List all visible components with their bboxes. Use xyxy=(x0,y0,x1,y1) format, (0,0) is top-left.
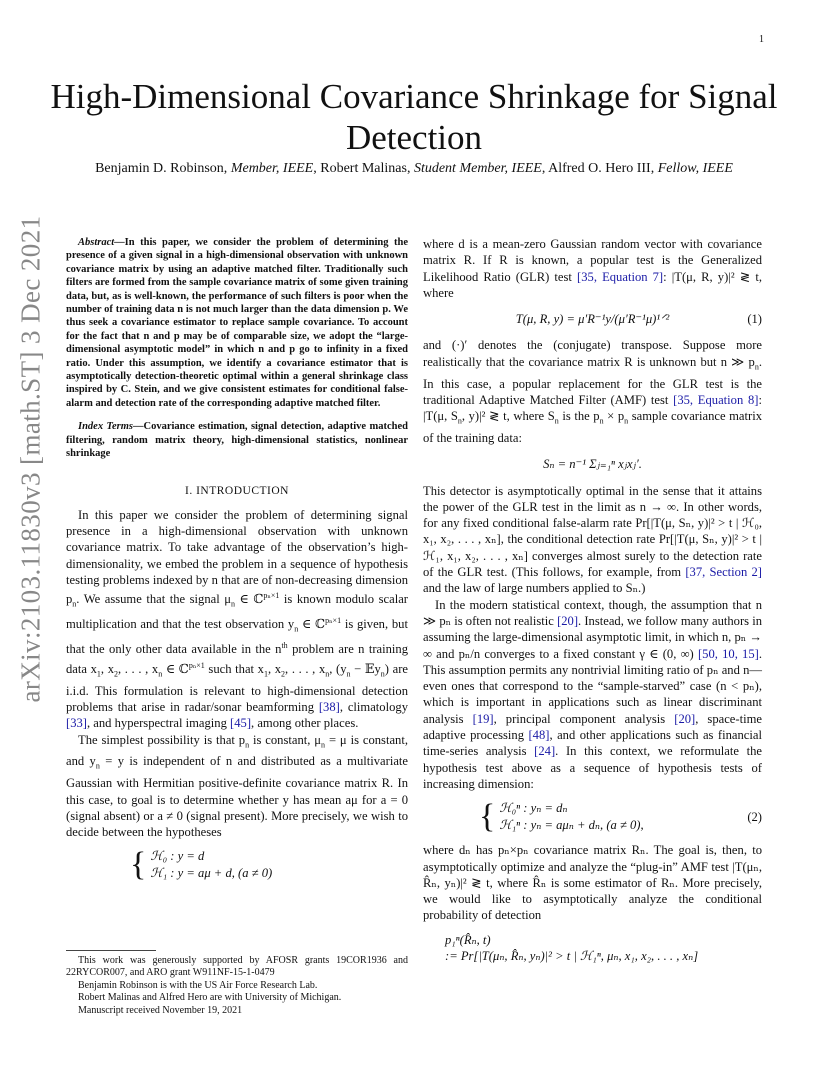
footnote-affiliation-1: Benjamin Robinson is with the US Air Force Research Lab. xyxy=(78,979,318,991)
text-run: . Instead, we follow many authors in assuming the large-dimensional asymptotic limit, in which n, pₙ → ∞ and pₙ/n converges to a fixed constant γ ∈ (0, ∞) xyxy=(423,613,763,661)
index-terms-label: Index Terms xyxy=(78,421,133,433)
citation-link[interactable]: [50, 10, 15] xyxy=(697,646,759,661)
abstract-label: Abstract xyxy=(78,237,115,248)
text-run: . We assume that the signal μ xyxy=(76,592,231,607)
citation-link[interactable]: [45] xyxy=(230,716,252,731)
citation-link[interactable]: [24] xyxy=(534,744,556,759)
footnote-affiliation-2: Robert Malinas and Alfred Hero are with University of Michigan. xyxy=(78,992,342,1004)
left-brace: { xyxy=(130,846,147,884)
citation-link[interactable]: [48] xyxy=(528,728,550,743)
text-run: is constant, μ xyxy=(249,732,322,747)
author-2-role: Student Member, IEEE xyxy=(413,161,542,176)
author-3: , Alfred O. Hero III, xyxy=(541,161,655,176)
text-run: ) are i.i.d. This formulation is relevant to high-dimensional detection problems that arise in radar/sonar beamforming xyxy=(66,661,408,715)
text-run: . In this context, we reformulate the hypothesis test above as a sequence of hypothesis tests of increasing dimension: xyxy=(423,744,763,791)
equation-3-line-1: p₁ⁿ(R̂ₙ, t) xyxy=(445,932,491,947)
intro-paragraph-2: The simplest possibility is that $p_n$ is constant, $\mu_n = \mu$ is constant, and $y_n = y$ is independent of n and distributed as a multivariate Gaussian with Hermitian positive-definite covariance matrix R. In this case, to goal is to determine whether y has mean aμ for a = 0 (signal absent) or a ≠ 0 (signal present). More precisely, we wish to decide between the hypotheses xyxy=(66,732,408,840)
text-run: In the modern statistical context, though, the assumption that n ≫ pₙ is often not realistic xyxy=(423,597,762,628)
text-run: The simplest possibility is that p xyxy=(78,732,246,747)
page-number: 1 xyxy=(759,34,764,45)
text-run: is the p xyxy=(558,409,600,424)
text-run: , and hyperspectral imaging xyxy=(86,716,231,731)
text-run: , . . . , x xyxy=(117,661,159,676)
author-line xyxy=(40,161,788,177)
equation-1-number: (1) xyxy=(747,312,762,327)
footnote-funding: This work was generously supported by AFOSR grants 19COR1936 and 22RYCOR007, and ARO grant W911NF-15-1-0479 xyxy=(66,955,408,979)
text-run: . In this case, a popular replacement for the GLR test is the traditional Adaptive Matched Filter (AMF) test xyxy=(423,354,762,407)
equation-2-number: (2) xyxy=(747,810,762,825)
index-terms xyxy=(66,420,408,460)
text-run: problem are n training data x xyxy=(66,642,408,676)
text-run: = y is independent of n and distributed as a multivariate Gaussian with Hermitian positive-definite covariance matrix R. In this case, to goal is to determine whether y has mean aμ for a = 0 (signal absent) or a ≠ 0 (signal present). More precisely, we wish to decide between the hypotheses xyxy=(66,754,408,840)
text-run: ∈ ℂ xyxy=(162,661,189,676)
hypotheses-n-equation xyxy=(479,800,762,834)
intro-paragraph-1: In this paper we consider the problem of determining signal presence in a high-dimensional observation with unknown covariance matrix. To take advantage of the observation’s high-dimensionality, we embed the problem in a sequence of hypothesis testing problems indexed by n that are of non-decreasing dimension $p_n$. We assume that the signal $\mu_n$ ∈ ℂ$^{p_n\times 1}$ is known modulo scalar multiplication and that the test observation $y_n$ ∈ ℂ$^{p_n\times 1}$ is given, but that the only other data available in the $n^{th}$ problem are n training data $x_1$, $x_2$, . . . , $x_n$ ∈ ℂ$^{p_n\times 1}$ such that $x_1$, $x_2$, . . . , $x_n$, ($y_n$ − 𝔼y$_n$) are i.i.d. This formulation is relevant to high-dimensional detection problems that arise in radar/sonar beamforming [38], climatology [33], and hyperspectral imaging [45], among other places. xyxy=(66,507,408,731)
index-terms-text: —Covariance estimation, signal detection, adaptive matched filtering, random matrix theory, high-dimensional statistics, nonlinear shrinkage xyxy=(66,421,408,460)
text-run: . This assumption permits any nontrivial limiting ratio of pₙ and n—even ones that correspond to the “sample-starved” case (n < pₙ), which is important in applications such as linear discriminant analysis xyxy=(423,646,762,726)
right-column xyxy=(423,236,762,964)
text-run: is given, but that the only other data available in the n xyxy=(66,617,408,657)
footnote xyxy=(66,950,408,1017)
equation-3 xyxy=(445,932,762,965)
right-paragraph-5: where dₙ has pₙ×pₙ covariance matrix Rₙ. The goal is, then, to asymptotically optimize and analyze the “plug-in” AMF test |T(μₙ, R̂ₙ, yₙ)|² ≷ t, where R̂ₙ is some estimator of Rₙ. More precisely, we would like to asymptotically analyze the conditional probability of detection xyxy=(423,843,762,923)
text-run: , . . . , x xyxy=(285,661,326,676)
citation-link[interactable]: [35, Equation 7] xyxy=(577,269,664,284)
right-paragraph-1 xyxy=(423,236,762,301)
hypotheses-equation xyxy=(130,848,408,882)
equation-1-body: T(μ, R, y) = μ′R⁻¹y/(μ′R⁻¹μ)¹ᐟ² xyxy=(515,312,670,327)
text-run: : |T(μ, R, y)|² ≷ t, where xyxy=(423,269,762,300)
hypotheses-lines xyxy=(150,848,272,882)
text-run: This detector is asymptotically optimal in the sense that it attains the power of the GLR test in the limit as n → ∞. In other words, for any fixed conditional false-alarm rate Pr[|T(μ, Sₙ, y)|² > t | ℋ₀, x₁, x₂, . . . , xₙ], the conditional detection rate Pr[|T(μ, Sₙ, y)|² > t | ℋ₁, x₁, x₂, . . . , xₙ] converges almost surely to the detection rate of the GLR test. (This follows, for example, from xyxy=(423,483,762,580)
text-run: , climatology xyxy=(339,700,408,715)
author-1: Benjamin D. Robinson, xyxy=(95,161,228,176)
text-run: , among other places. xyxy=(251,716,359,731)
citation-link[interactable]: [37, Section 2] xyxy=(685,565,763,580)
hypotheses-n-lines xyxy=(499,800,643,834)
footnote-rule xyxy=(66,950,156,951)
text-run: − 𝔼y xyxy=(350,661,381,676)
text-run: such that x xyxy=(204,661,264,676)
citation-link[interactable]: [20] xyxy=(674,711,696,726)
text-run: , principal component analysis xyxy=(493,711,675,726)
abstract-text: —In this paper, we consider the problem of determining the presence of a given signal in a high-dimensional observation with unknown covariance matrix by using an adaptive matched filter. Traditionally such filters are formed from the sample covariance matrix of some given training data, but, as is well-known, the performance of such filters is poor when the number of training data n is not much larger than the data dimension p. We thus seek a covariance estimator to replace sample covariance. To account for the fact that n and p may be of comparable size, we adopt the “large-dimensional asymptotic model” in which n and p go to infinity in a fixed ratio. Under this assumption, we identify a covariance estimator that is asymptotically detection-theoretic optimal within a general shrinkage class inspired by C. Stein, and we give consistent estimates for conditional false-alarm and detection rate of the corresponding adaptive matched filter. xyxy=(66,237,408,409)
text-run: In this paper we consider the problem of determining signal presence in a high-dimensional observation with unknown covariance matrix. To take advantage of the observation’s high-dimensionality, we embed the problem in a sequence of hypothesis testing problems indexed by n that are of non-decreasing dimension p xyxy=(66,507,408,607)
equation-sample-covariance: Sₙ = n⁻¹ Σⱼ₌₁ⁿ xⱼxⱼ′. xyxy=(543,457,642,472)
arxiv-identifier xyxy=(6,215,56,703)
text-run: , x xyxy=(267,661,282,676)
text-run: where d is a mean-zero Gaussian random vector with covariance matrix R. If R is known, a popular test is the Generalized Likelihood Ratio (GLR) test xyxy=(423,237,762,284)
paper-title: High-Dimensional Covariance Shrinkage for Signal Detection xyxy=(50,77,778,157)
text-run: × p xyxy=(603,409,625,424)
footnote-received: Manuscript received November 19, 2021 xyxy=(78,1004,243,1016)
text-run: is known modulo scalar multiplication and that the test observation y xyxy=(66,592,408,632)
hypothesis-1-n: ℋ₁ⁿ : yₙ = aμₙ + dₙ, (a ≠ 0), xyxy=(499,818,644,833)
citation-link[interactable]: [19] xyxy=(472,711,494,726)
hypothesis-0-n: ℋ₀ⁿ : yₙ = dₙ xyxy=(499,801,568,816)
text-run: , space-time adaptive processing xyxy=(423,711,762,743)
right-paragraph-2: and (·)′ denotes the (conjugate) transpose. Suppose more realistically that the covariance matrix R is unknown but n ≫ $p_n$. In this case, a popular replacement for the GLR test is the traditional Adaptive Matched Filter (AMF) test [35, Equation 8]: |T(μ, $S_n$, y)|² ≷ t, where $S_n$ is the $p_n \times p_n$ sample covariance matrix of the training data: xyxy=(423,338,763,445)
abstract xyxy=(66,236,408,410)
text-run: ∈ ℂ xyxy=(298,617,326,632)
right-paragraph-4 xyxy=(423,597,762,793)
left-brace: { xyxy=(479,798,496,836)
equation-1 xyxy=(423,311,762,327)
text-run: : |T(μ, S xyxy=(423,392,762,424)
citation-link[interactable]: [33] xyxy=(66,716,87,731)
arxiv-identifier-text: arXiv:2103.11830v3 [math.ST] 3 Dec 2021 xyxy=(15,215,46,703)
author-2: , Robert Malinas, xyxy=(313,161,411,176)
text-run: sample covariance matrix of the training data: xyxy=(423,409,763,445)
text-run: , (y xyxy=(329,661,347,676)
text-run: = μ is constant, and y xyxy=(66,732,408,769)
hypothesis-0: ℋ₀ : y = d xyxy=(150,849,205,864)
section-heading-introduction: I. INTRODUCTION xyxy=(185,484,289,497)
citation-link[interactable]: [35, Equation 8] xyxy=(673,392,759,407)
text-run: ∈ ℂ xyxy=(235,592,264,607)
hypothesis-1: ℋ₁ : y = aμ + d, (a ≠ 0) xyxy=(150,866,273,881)
citation-link[interactable]: [38] xyxy=(318,700,340,715)
author-1-role: Member, IEEE xyxy=(230,161,314,176)
equation-3-line-2: := Pr[|T(μₙ, R̂ₙ, yₙ)|² > t | ℋ₁ⁿ, μₙ, x₁, x₂, . . . , xₙ] xyxy=(445,949,699,964)
author-3-role: Fellow, IEEE xyxy=(657,161,733,176)
right-paragraph-3 xyxy=(423,483,762,597)
citation-link[interactable]: [20] xyxy=(557,613,579,628)
text-run: , and other applications such as financial time-series analysis xyxy=(423,728,762,759)
text-run: , y)|² ≷ t, where S xyxy=(461,409,555,424)
text-run: and (·)′ denotes the (conjugate) transpose. Suppose more realistically that the covariance matrix R is unknown but n ≫ p xyxy=(423,338,762,369)
text-run: and the law of large numbers applied to Sₙ.) xyxy=(423,581,646,596)
left-column xyxy=(66,236,408,890)
text-run: , x xyxy=(100,661,114,676)
